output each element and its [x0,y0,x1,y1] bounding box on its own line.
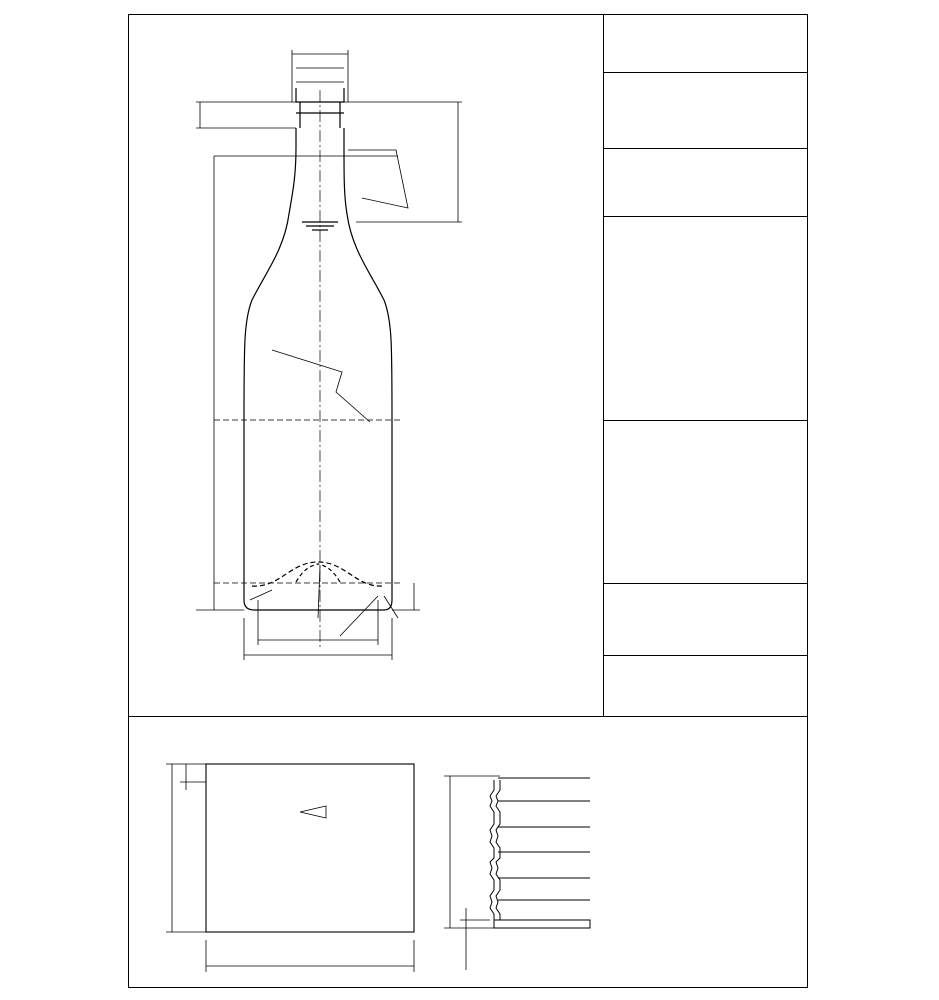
pallet-side-view [444,776,590,970]
bottle-punt [252,562,384,586]
bottle-outline [244,128,392,610]
pallet-top-view [206,764,414,932]
